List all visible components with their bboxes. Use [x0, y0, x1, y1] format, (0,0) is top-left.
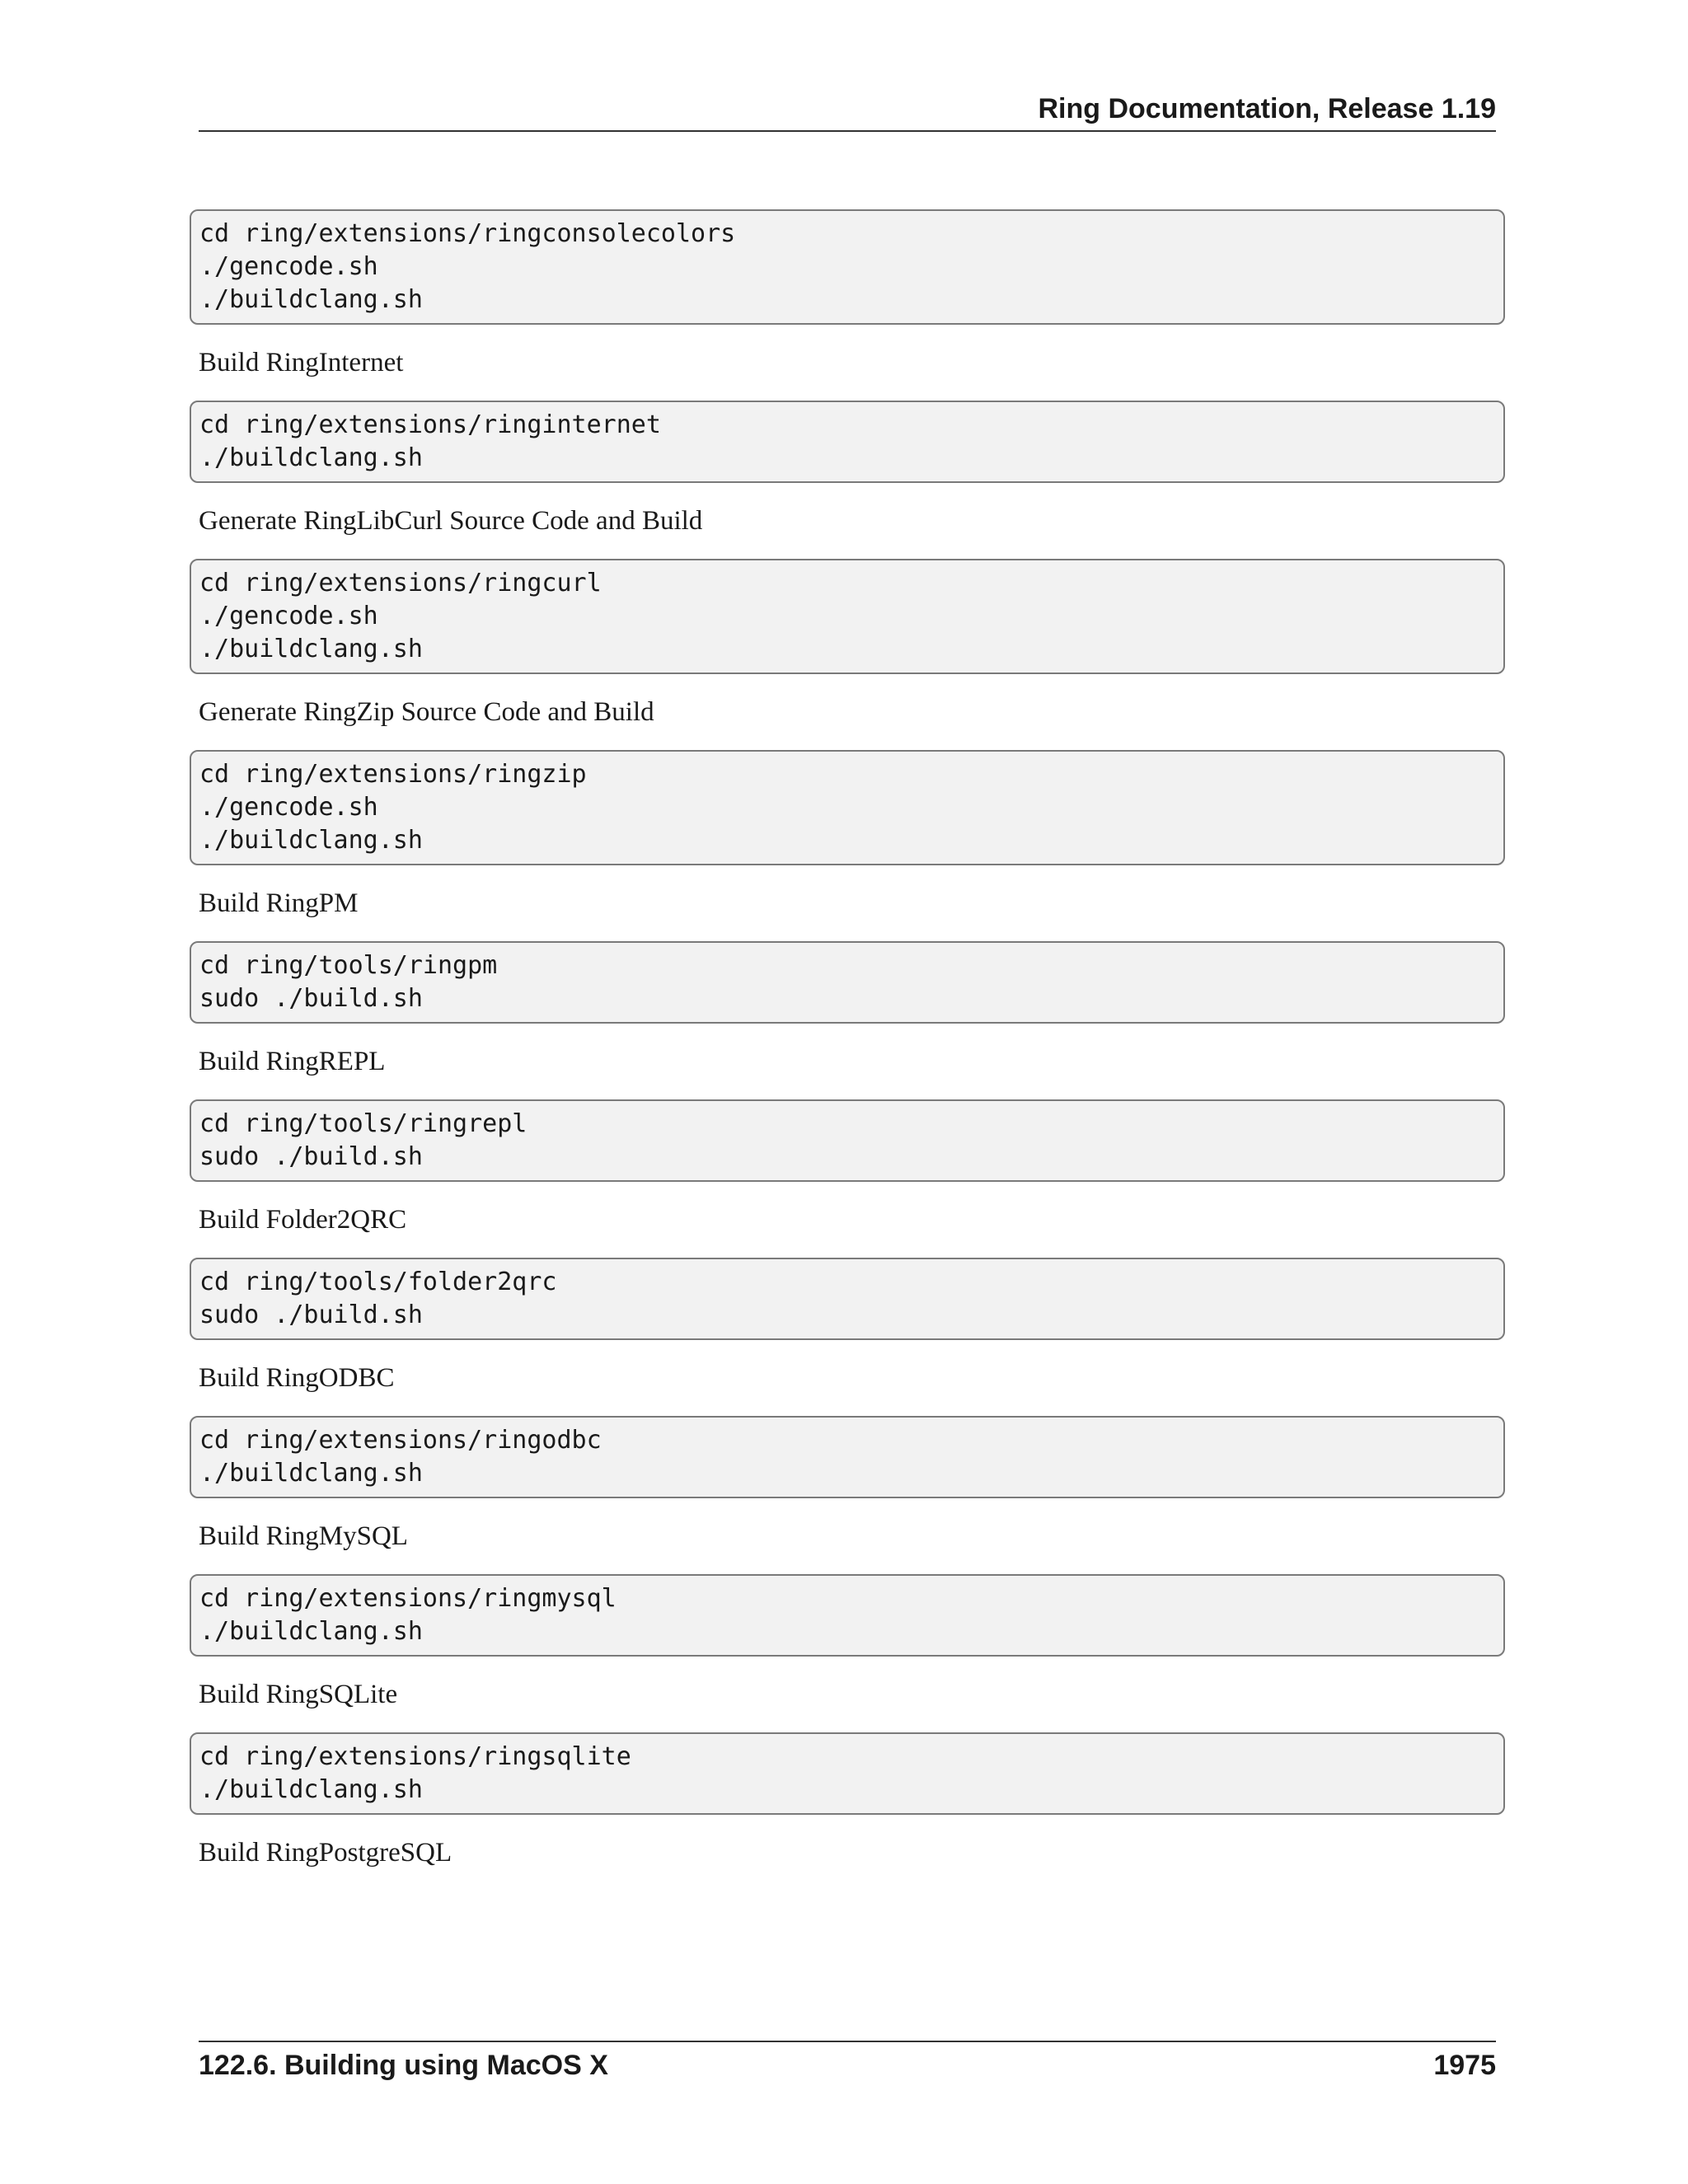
- instruction-text: Build Folder2QRC: [199, 1205, 407, 1235]
- code-line: ./gencode.sh: [199, 602, 378, 630]
- instruction-text: Build RingODBC: [199, 1363, 395, 1393]
- code-line: cd ring/tools/ringpm: [199, 951, 498, 980]
- instruction-text: Build RingSQLite: [199, 1680, 398, 1709]
- code-line: sudo ./build.sh: [199, 1142, 423, 1171]
- instruction-text: Build RingPM: [199, 888, 359, 918]
- code-line: ./buildclang.sh: [199, 1775, 423, 1804]
- instruction-text: Generate RingZip Source Code and Build: [199, 697, 654, 727]
- document-title: Ring Documentation, Release 1.19: [1038, 93, 1496, 124]
- code-block: [190, 401, 1505, 483]
- code-block: [190, 750, 1505, 865]
- code-line: cd ring/extensions/ringcurl: [199, 569, 602, 598]
- code-line: ./buildclang.sh: [199, 635, 423, 663]
- page-number: 1975: [1433, 2050, 1496, 2081]
- code-line: cd ring/tools/ringrepl: [199, 1109, 528, 1138]
- code-block: [190, 1732, 1505, 1815]
- code-line: ./buildclang.sh: [199, 285, 423, 314]
- code-line: sudo ./build.sh: [199, 984, 423, 1013]
- code-block: [190, 941, 1505, 1024]
- code-line: ./buildclang.sh: [199, 1617, 423, 1646]
- code-block: [190, 1258, 1505, 1340]
- instruction-text: Generate RingLibCurl Source Code and Build: [199, 506, 703, 536]
- code-line: cd ring/extensions/ringsqlite: [199, 1742, 631, 1771]
- code-line: cd ring/extensions/ringconsolecolors: [199, 219, 736, 248]
- code-line: cd ring/extensions/ringmysql: [199, 1584, 617, 1613]
- page-footer: [199, 2041, 1496, 2082]
- instruction-text: Build RingMySQL: [199, 1521, 408, 1551]
- section-title: 122.6. Building using MacOS X: [199, 2050, 608, 2081]
- code-line: sudo ./build.sh: [199, 1301, 423, 1329]
- code-line: ./buildclang.sh: [199, 826, 423, 855]
- code-line: ./gencode.sh: [199, 793, 378, 822]
- instruction-text: Build RingInternet: [199, 348, 404, 377]
- page-header: [199, 92, 1496, 132]
- code-line: cd ring/extensions/ringzip: [199, 760, 587, 789]
- code-block: [190, 1574, 1505, 1657]
- code-block: [190, 559, 1505, 674]
- code-block: [190, 1099, 1505, 1182]
- instruction-text: Build RingPostgreSQL: [199, 1838, 452, 1868]
- code-line: cd ring/extensions/ringodbc: [199, 1426, 602, 1455]
- instruction-text: Build RingREPL: [199, 1047, 386, 1076]
- code-line: ./gencode.sh: [199, 252, 378, 281]
- code-line: cd ring/tools/folder2qrc: [199, 1268, 557, 1296]
- code-block: [190, 1416, 1505, 1498]
- page-content: [190, 209, 1505, 1891]
- code-block: [190, 209, 1505, 325]
- code-line: ./buildclang.sh: [199, 443, 423, 472]
- code-line: cd ring/extensions/ringinternet: [199, 410, 661, 439]
- code-line: ./buildclang.sh: [199, 1459, 423, 1488]
